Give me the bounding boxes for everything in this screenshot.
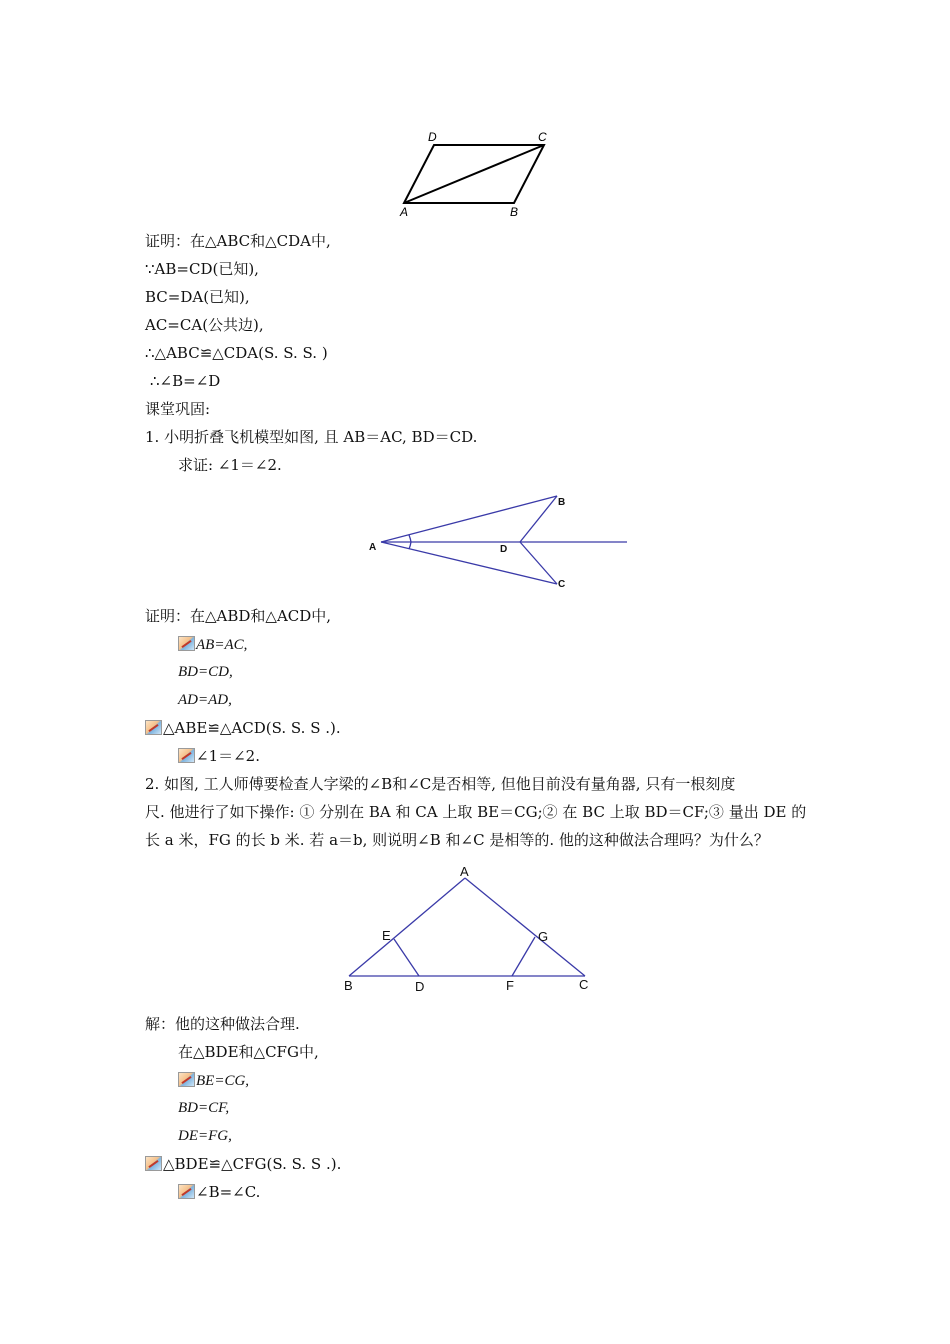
q2-line3: 长 a 米，FG 的长 b 米. 若 a＝b, 则说明∠B 和∠C 是相等的. 他的这种做法合理吗？为什么？	[145, 831, 769, 849]
answer-line2: 在△BDE和△CFG中,	[178, 1043, 319, 1061]
q2-line2: 尺. 他进行了如下操作: ① 分别在 BA 和 CA 上取 BE＝CG;② 在 BC 上取 BD＝CF;③ 量出 DE 的	[145, 803, 807, 821]
answer-line4: BD=CF,	[178, 1100, 230, 1116]
broken-image-icon	[178, 1184, 195, 1199]
proof2-line1: 证明：在△ABD和△ACD中,	[145, 607, 332, 625]
label-B: B	[510, 205, 519, 219]
proof2-line4: AD=AD,	[178, 692, 232, 708]
broken-image-icon	[145, 1156, 162, 1171]
broken-image-icon	[178, 1072, 195, 1087]
proof2-line5-wrap	[145, 718, 341, 738]
proof2-line5: △ABE≌△ACD(S. S. S .).	[163, 719, 341, 737]
proof1-line6: ∴∠B=∠D	[150, 372, 221, 390]
label-B: B	[344, 978, 353, 993]
proof1-line3: BC=DA(已知),	[145, 288, 250, 306]
q1-stem: 1. 小明折叠飞机模型如图, 且 AB＝AC, BD＝CD.	[145, 428, 478, 446]
label-C: C	[538, 130, 547, 144]
q2-line1: 2. 如图, 工人师傅要检查人字梁的∠B和∠C是否相等, 但他目前没有量角器, 只有一根刻度	[145, 775, 736, 793]
q1-prove: 求证: ∠1＝∠2.	[178, 456, 282, 474]
label-F: F	[506, 978, 514, 993]
label-C: C	[579, 977, 589, 992]
proof2-line6: ∠1＝∠2.	[196, 747, 260, 765]
label-A: A	[460, 864, 469, 879]
label-A: A	[400, 205, 409, 219]
answer-line7-wrap	[178, 1182, 260, 1202]
broken-image-icon	[145, 720, 162, 735]
truss-figure	[335, 862, 600, 997]
parallelogram-figure	[390, 125, 560, 220]
proof2-line6-wrap	[178, 746, 260, 766]
label-A: A	[369, 542, 377, 553]
label-G: G	[538, 929, 549, 944]
label-C: C	[558, 579, 566, 590]
proof2-line2-wrap	[178, 634, 247, 655]
label-D: D	[500, 544, 508, 555]
proof1-line2: ∵AB=CD(已知),	[145, 260, 259, 278]
proof2-line2: AB=AC,	[196, 637, 248, 653]
label-D: D	[415, 979, 425, 994]
proof1-line1: 证明：在△ABC和△CDA中,	[145, 232, 331, 250]
broken-image-icon	[178, 748, 195, 763]
label-B: B	[558, 497, 566, 508]
answer-line5: DE=FG,	[178, 1128, 232, 1144]
answer-line1: 解：他的这种做法合理.	[145, 1015, 300, 1033]
answer-line6-wrap	[145, 1154, 341, 1174]
answer-line3: BE=CG,	[196, 1073, 250, 1089]
section-heading: 课堂巩固:	[145, 400, 211, 418]
paper-plane-figure	[365, 490, 635, 595]
broken-image-icon	[178, 636, 195, 651]
proof2-line3: BD=CD,	[178, 664, 233, 680]
proof1-line4: AC=CA(公共边),	[145, 316, 264, 334]
answer-line7: ∠B=∠C.	[196, 1183, 261, 1201]
proof1-line5: ∴△ABC≌△CDA(S. S. S. )	[145, 344, 328, 362]
answer-line3-wrap	[178, 1070, 249, 1091]
label-E: E	[382, 928, 391, 943]
label-D: D	[428, 130, 437, 144]
answer-line6: △BDE≌△CFG(S. S. S .).	[163, 1155, 342, 1173]
